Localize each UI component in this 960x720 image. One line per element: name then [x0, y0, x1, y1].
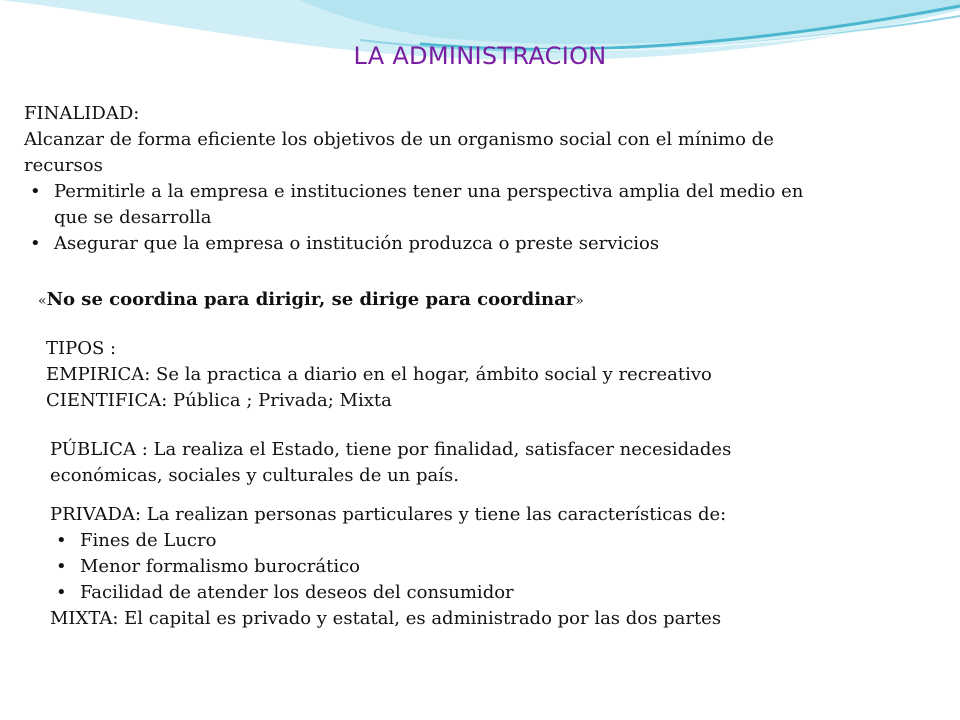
tipos-empirica: EMPIRICA: Se la practica a diario en el hogar, ámbito social y recreativo [46, 364, 712, 385]
publica-section [50, 437, 731, 489]
privada-bullet-1 [50, 528, 726, 554]
privada-bullet-1-text: Fines de Lucro [80, 530, 217, 551]
finalidad-bullet-1-line-1: Permitirle a la empresa e instituciones tener una perspectiva amplia del medio en [54, 181, 804, 202]
bullet-icon: • [56, 582, 67, 603]
quote [38, 289, 584, 310]
privada-bullet-3 [50, 580, 726, 606]
bullet-icon: • [30, 233, 41, 254]
publica-line-1: PÚBLICA : La realiza el Estado, tiene por finalidad, satisfacer necesidades [50, 439, 732, 460]
privada-bullet-2 [50, 554, 726, 580]
mixta-line: MIXTA: El capital es privado y estatal, es administrado por las dos partes [50, 608, 722, 629]
quote-open-mark: « [38, 293, 47, 309]
publica-line-2: económicas, sociales y culturales de un país. [50, 465, 459, 486]
tipos-cientifica: CIENTIFICA: Pública ; Privada; Mixta [46, 390, 392, 411]
finalidad-bullet-2-line-1: Asegurar que la empresa o institución produzca o preste servicios [54, 233, 660, 254]
finalidad-line-2: recursos [24, 155, 103, 176]
quote-text: No se coordina para dirigir, se dirige para coordinar [46, 289, 576, 310]
bullet-icon: • [30, 181, 41, 202]
privada-bullet-3-text: Facilidad de atender los deseos del consumidor [80, 582, 514, 603]
finalidad-heading: FINALIDAD: [24, 103, 140, 124]
quote-close-mark: » [575, 293, 584, 309]
finalidad-bullet-1-line-2: que se desarrolla [54, 207, 212, 228]
privada-bullet-2-text: Menor formalismo burocrático [80, 556, 361, 577]
finalidad-section [24, 101, 803, 257]
bullet-icon: • [56, 556, 67, 577]
tipos-heading: TIPOS : [46, 338, 117, 359]
page-title: LA ADMINISTRACION [353, 42, 607, 70]
privada-section [50, 502, 726, 632]
finalidad-bullet-2 [24, 231, 803, 257]
tipos-section [46, 336, 712, 414]
finalidad-line-1: Alcanzar de forma eficiente los objetivos de un organismo social con el mínimo de [24, 129, 774, 150]
finalidad-bullet-1 [24, 179, 803, 231]
privada-heading: PRIVADA: La realizan personas particulares y tiene las características de: [50, 504, 727, 525]
bullet-icon: • [56, 530, 67, 551]
